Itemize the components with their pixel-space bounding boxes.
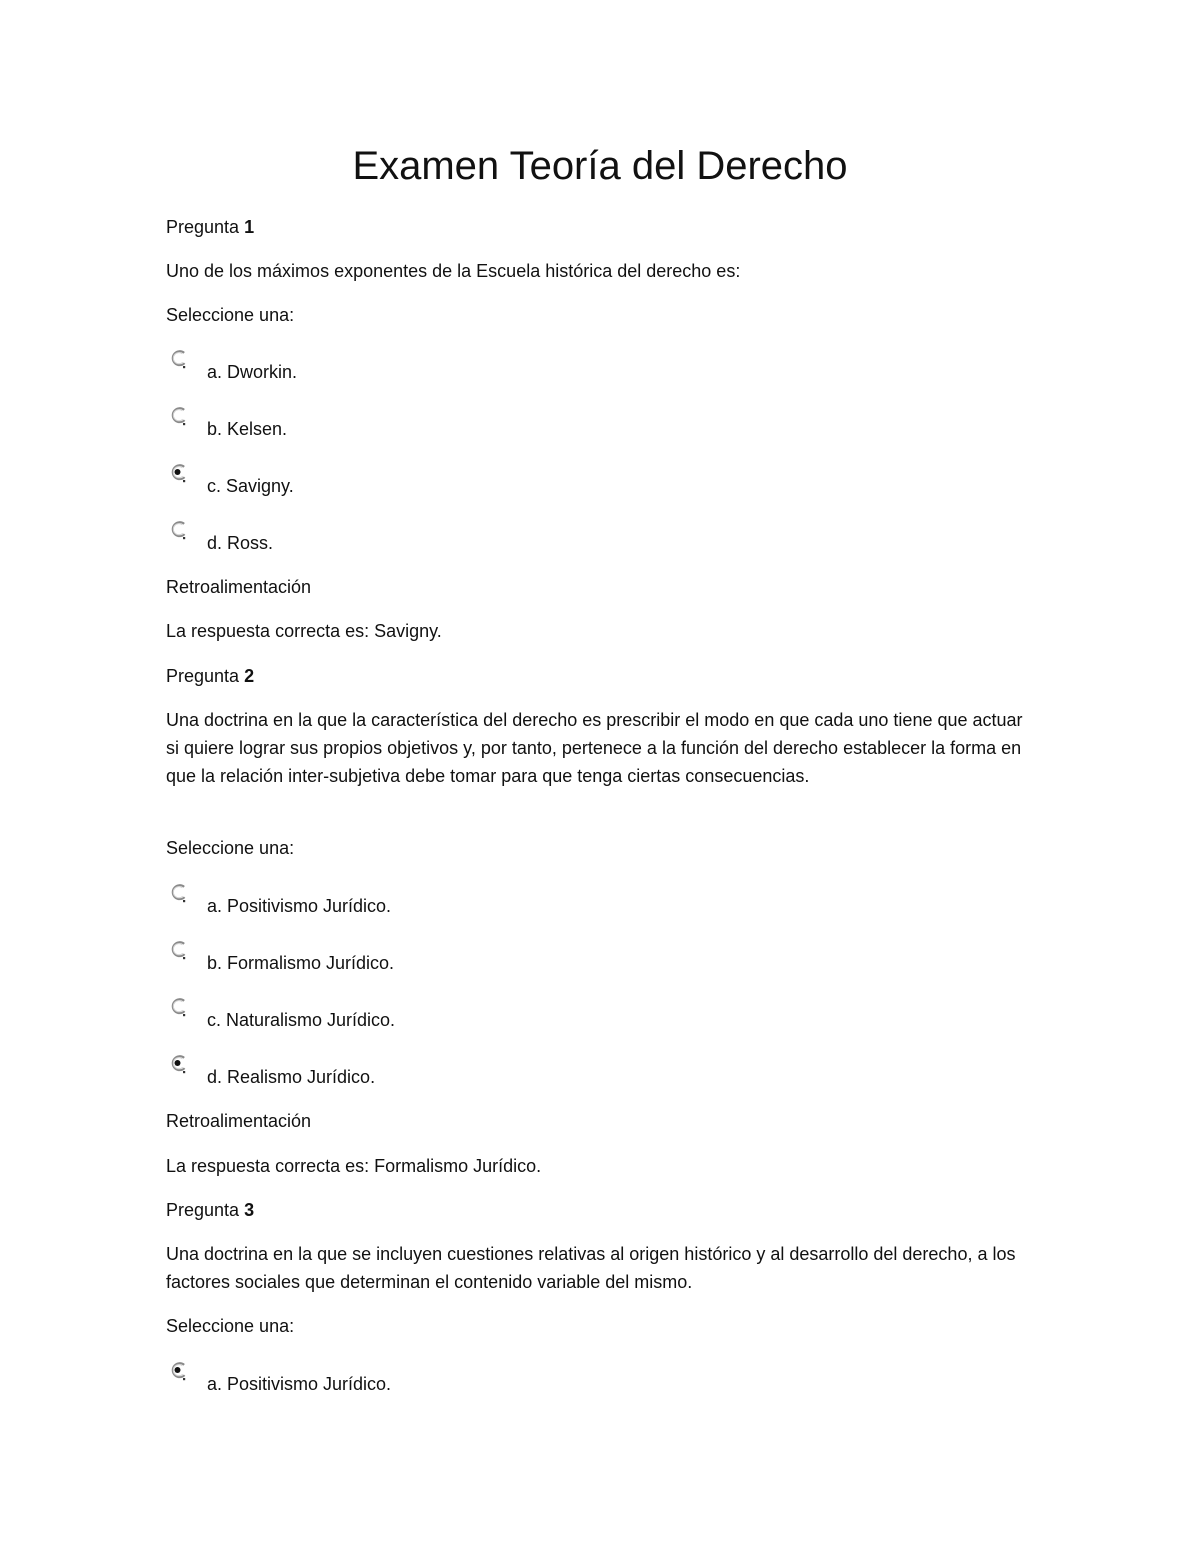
option-label: d. Ross. bbox=[207, 533, 274, 553]
radio-button-icon[interactable] bbox=[168, 348, 188, 370]
question-1-option-d[interactable] bbox=[166, 519, 766, 559]
question-2-number: 2 bbox=[244, 666, 255, 686]
radio-ring bbox=[173, 522, 185, 536]
radio-tick bbox=[183, 480, 185, 482]
option-label: a. Positivismo Jurídico. bbox=[207, 1374, 392, 1394]
option-label: a. Positivismo Jurídico. bbox=[207, 896, 392, 916]
radio-button-icon[interactable] bbox=[168, 1360, 188, 1382]
radio-inner-ring bbox=[173, 410, 182, 421]
radio-button-icon[interactable] bbox=[168, 882, 188, 904]
radio-tick bbox=[183, 366, 185, 368]
radio-ring bbox=[173, 351, 185, 365]
radio-tick bbox=[183, 1378, 185, 1380]
page-title: Examen Teoría del Derecho bbox=[352, 144, 848, 188]
question-1-label bbox=[166, 213, 254, 241]
radio-selected-dot bbox=[175, 469, 181, 475]
question-1-feedback-title: Retroalimentación bbox=[166, 577, 312, 597]
radio-button-icon[interactable] bbox=[168, 939, 188, 961]
question-2-feedback: La respuesta correcta es: Formalismo Jurídico. bbox=[166, 1156, 542, 1176]
radio-selected-dot bbox=[175, 1060, 181, 1066]
option-label: c. Savigny. bbox=[207, 476, 294, 496]
radio-button-icon[interactable] bbox=[168, 405, 188, 427]
radio-button-icon[interactable] bbox=[168, 996, 188, 1018]
question-2-label-prefix: Pregunta bbox=[166, 666, 245, 686]
question-2-select-prompt: Seleccione una: bbox=[166, 838, 295, 858]
question-1-label-prefix: Pregunta bbox=[166, 217, 245, 237]
option-label: a. Dworkin. bbox=[207, 362, 298, 382]
radio-tick bbox=[183, 537, 185, 539]
question-3-text: Una doctrina en la que se incluyen cuestiones relativas al origen histórico y al desarrollo del derecho, a los factores sociales que determinan el contenido variable del mismo. bbox=[166, 1244, 1016, 1292]
question-2-option-b[interactable] bbox=[166, 939, 766, 979]
radio-ring bbox=[173, 408, 185, 422]
radio-button-icon[interactable] bbox=[168, 462, 188, 484]
question-1-select-prompt: Seleccione una: bbox=[166, 305, 295, 325]
question-2-text: Una doctrina en la que la característica del derecho es prescribir el modo en que cada uno tiene que actuar si quiere lograr sus propios objetivos y, por tanto, pertenece a la función del derecho establecer la forma en que la relación inter-subjetiva debe tomar para que tenga ciertas consecuencias. bbox=[166, 710, 1023, 786]
question-2-feedback-title: Retroalimentación bbox=[166, 1111, 312, 1131]
radio-inner-ring bbox=[173, 887, 182, 898]
option-label: b. Formalismo Jurídico. bbox=[207, 953, 395, 973]
question-2-option-a[interactable] bbox=[166, 882, 766, 922]
radio-inner-ring bbox=[173, 944, 182, 955]
question-3-number: 3 bbox=[244, 1200, 255, 1220]
question-3-label-prefix: Pregunta bbox=[166, 1200, 245, 1220]
radio-button-icon[interactable] bbox=[168, 1053, 188, 1075]
radio-ring bbox=[173, 999, 185, 1013]
radio-inner-ring bbox=[173, 353, 182, 364]
question-1-option-b[interactable] bbox=[166, 405, 766, 445]
radio-selected-dot bbox=[175, 1367, 181, 1373]
question-1-feedback: La respuesta correcta es: Savigny. bbox=[166, 621, 442, 641]
radio-inner-ring bbox=[173, 524, 182, 535]
question-1-option-c[interactable] bbox=[166, 462, 766, 502]
question-1-text: Uno de los máximos exponentes de la Escuela histórica del derecho es: bbox=[166, 261, 741, 281]
question-2-option-c[interactable] bbox=[166, 996, 766, 1036]
radio-tick bbox=[183, 900, 185, 902]
question-3-option-a[interactable] bbox=[166, 1360, 766, 1400]
question-2-label bbox=[166, 662, 254, 690]
question-2-option-d[interactable] bbox=[166, 1053, 766, 1093]
question-1-number: 1 bbox=[244, 217, 255, 237]
option-label: b. Kelsen. bbox=[207, 419, 288, 439]
question-3-select-prompt: Seleccione una: bbox=[166, 1316, 295, 1336]
radio-button-icon[interactable] bbox=[168, 519, 188, 541]
radio-tick bbox=[183, 957, 185, 959]
option-label: d. Realismo Jurídico. bbox=[207, 1067, 376, 1087]
radio-tick bbox=[183, 1071, 185, 1073]
radio-inner-ring bbox=[173, 1001, 182, 1012]
question-3-label bbox=[166, 1196, 254, 1224]
radio-ring bbox=[173, 885, 185, 899]
radio-tick bbox=[183, 423, 185, 425]
option-label: c. Naturalismo Jurídico. bbox=[207, 1010, 396, 1030]
radio-ring bbox=[173, 942, 185, 956]
question-1-option-a[interactable] bbox=[166, 348, 766, 388]
radio-tick bbox=[183, 1014, 185, 1016]
